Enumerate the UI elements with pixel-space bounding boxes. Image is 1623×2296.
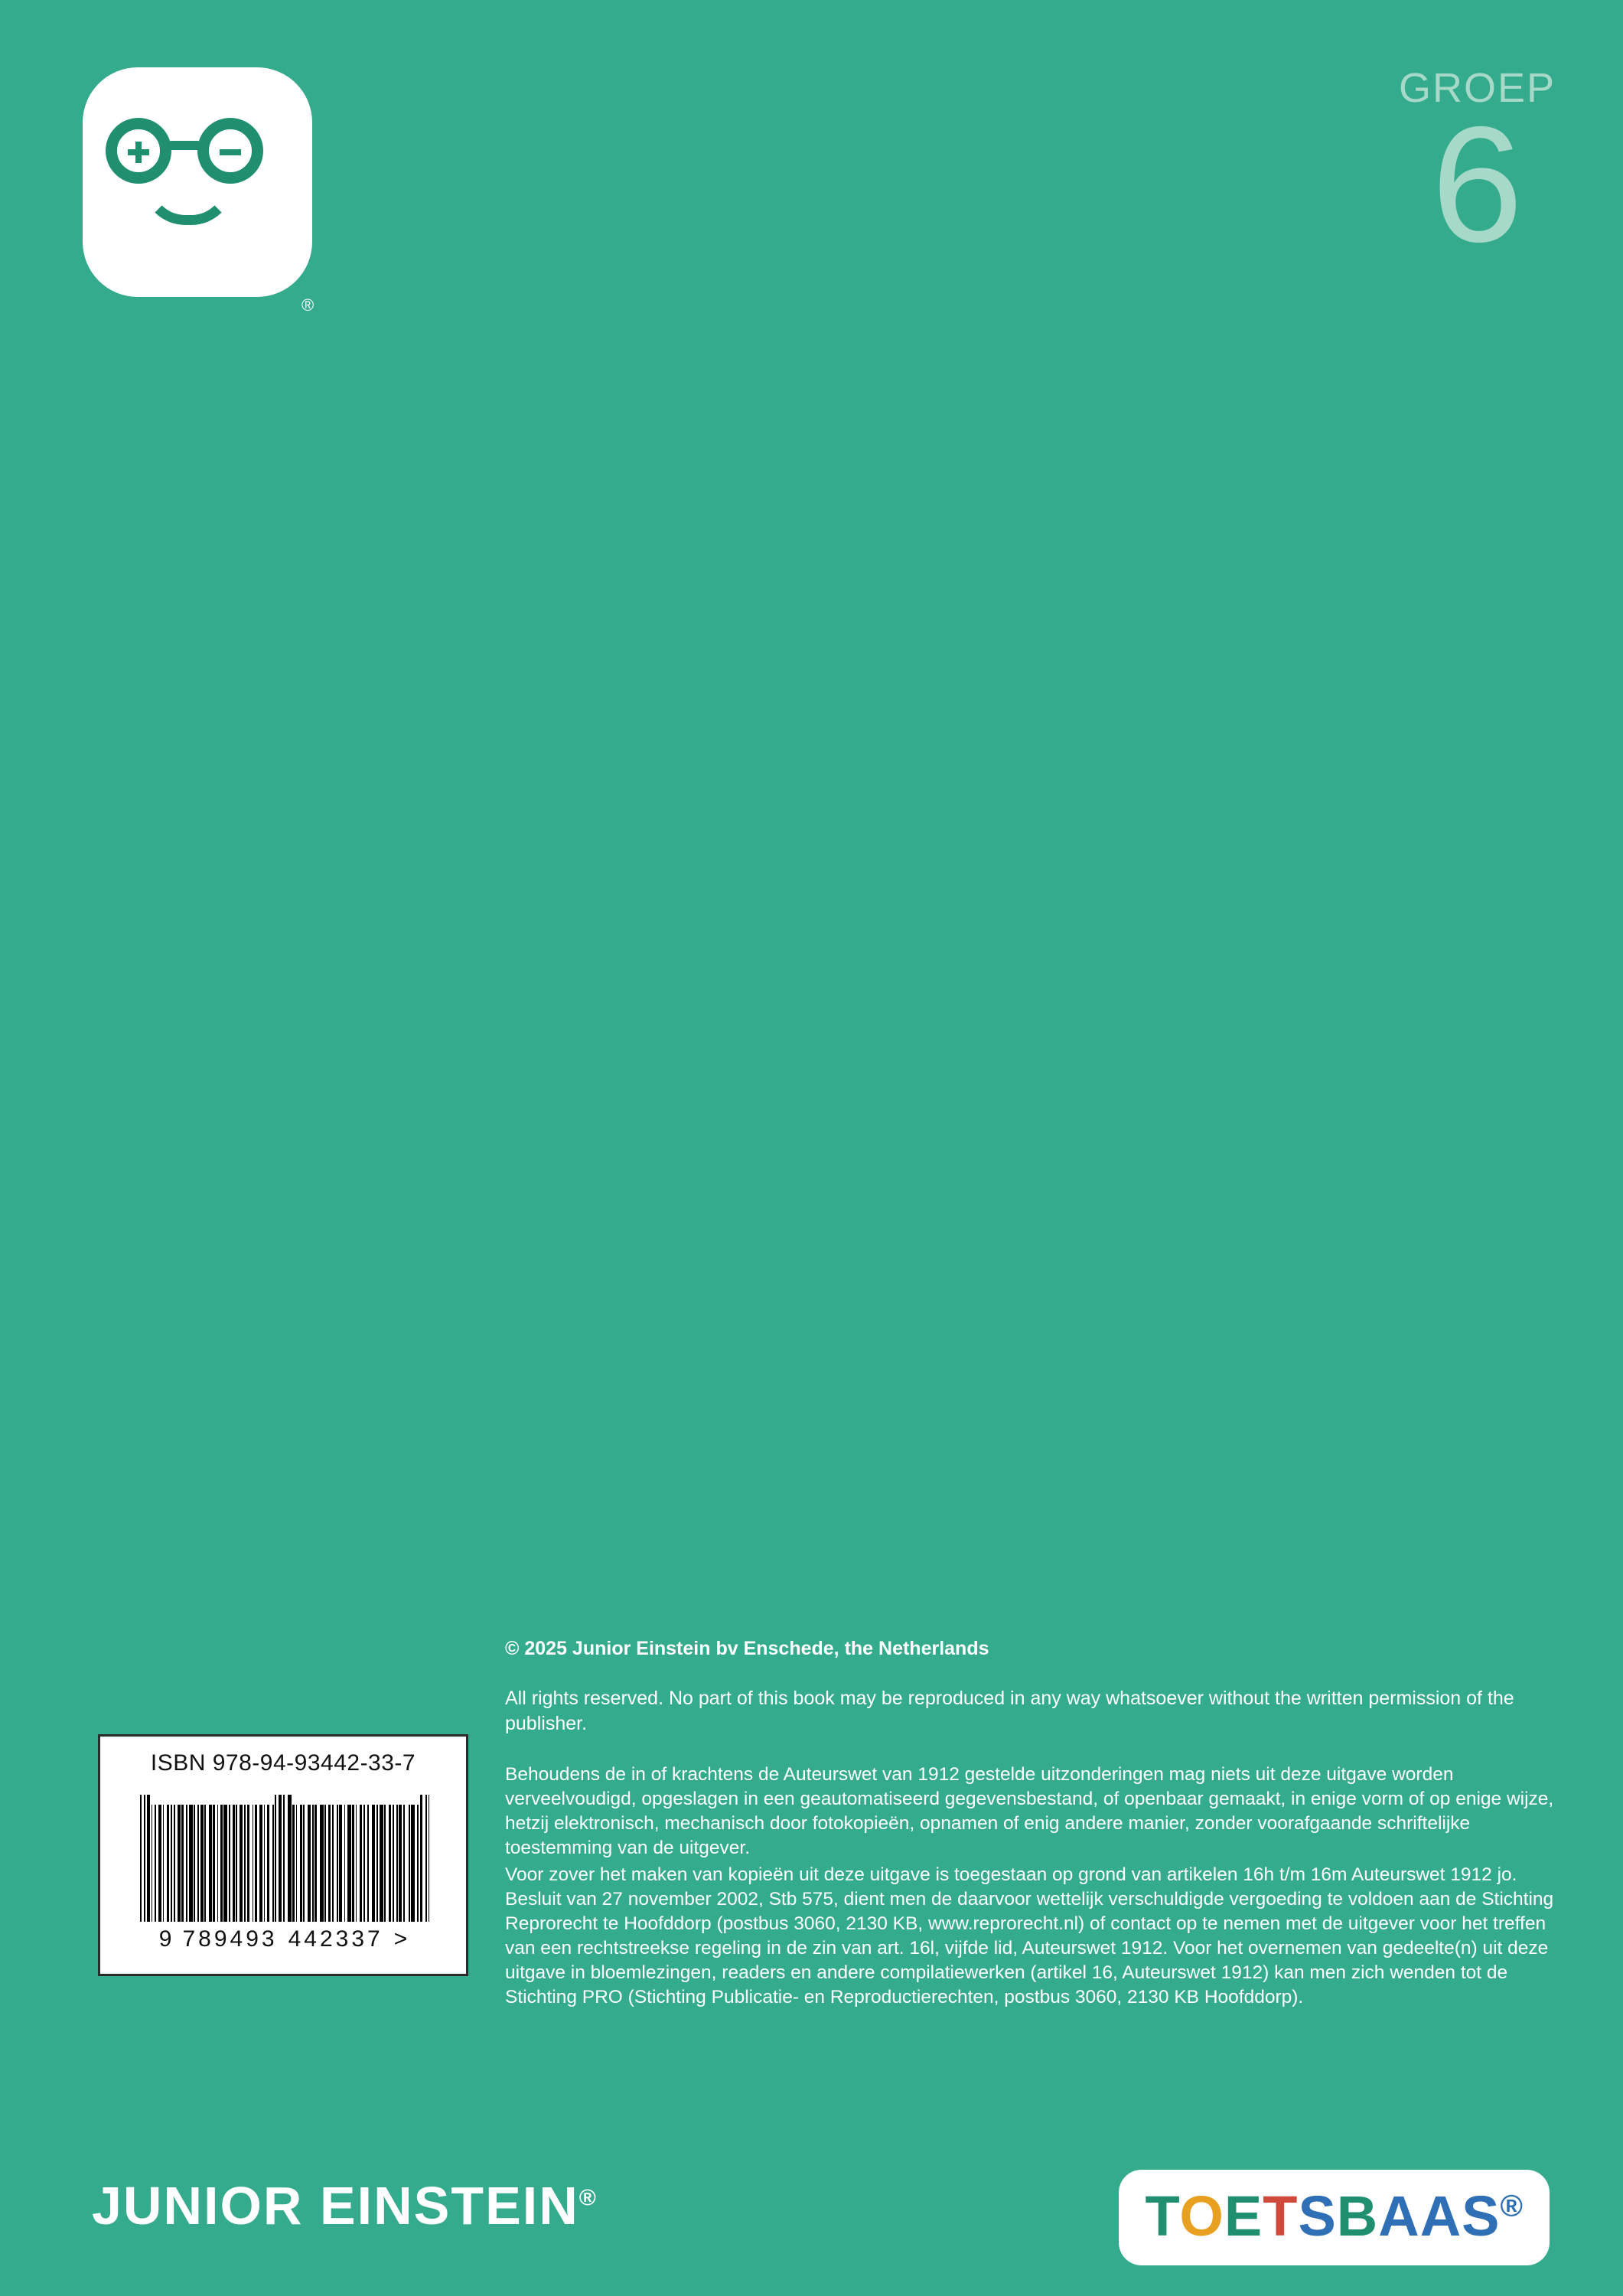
toetsbaas-registered-mark: ® [1500,2189,1524,2223]
legal-paragraph-1: Behoudens de in of krachtens de Auteurswet van 1912 gestelde uitzonderingen mag niets uit deze uitgave worden verveelvoudigd, opgeslagen in een geautomatiseerd gegevensbestand, of openbaar gemaakt, in enige vorm of op enige wijze, hetzij elektronisch, mechanisch door fotokopieën, opnamen of enig andere manier, zonder voorafgaande schriftelijke toestemming van de uitgever. [505,1764,1554,1858]
isbn-label: ISBN 978-94-93442-33-7 [150,1750,416,1776]
colophon [505,1638,1569,2009]
logo-registered-mark: ® [301,295,314,315]
toetsbaas-letter-9: S [1462,2184,1501,2248]
toetsbaas-letter-6: B [1336,2184,1379,2248]
toetsbaas-letter-1: T [1145,2184,1180,2248]
toetsbaas-letter-3: E [1224,2184,1263,2248]
isbn-barcode-block [98,1734,468,1976]
junior-einstein-logo [83,67,312,297]
group-indicator [1398,65,1556,276]
brand-wordmark [92,2175,598,2236]
toetsbaas-badge [1119,2170,1550,2265]
barcode-digit-suffix: > [393,1926,408,1952]
group-number: 6 [1431,92,1524,276]
toetsbaas-letter-5: S [1298,2184,1337,2248]
legal-paragraph-2: Voor zover het maken van kopieën uit deze uitgave is toegestaan op grond van artikelen 16h t/m 16m Auteurswet 1912 jo. Besluit van 27 november 2002, Stb 575, dient men de daarvoor wettelijk verschuldigde vergoeding te voldoen aan de Stichting Reprorecht te Hoofddorp (postbus 3060, 2130 KB, www.reprorecht.nl) of contact op te nemen met de uitgever voor het treffen van een rechtstreekse regeling in de zin van art. 16l, vijfde lid, Auteurswet 1912. Voor het overnemen van gedeelte(n) uit deze uitgave in bloemlezingen, readers en andere compilatiewerken (artikel 16, Auteurswet 1912) kan men zich wenden tot de Stichting PRO (Stichting Publicatie- en Reproductierechten, postbus 3060, 2130 KB Hoofddorp). [505,1864,1554,2007]
barcode-digit-prefix: 9 [158,1926,172,1952]
barcode-digit-group-2: 442337 [288,1926,383,1952]
minus-icon [197,118,263,184]
rights-statement: All rights reserved. No part of this book may be reproduced in any way whatsoever without the written permission of the publisher. [505,1688,1514,1734]
copyright-line: © 2025 Junior Einstein bv Enschede, the Netherlands [505,1638,989,1659]
toetsbaas-letter-4: T [1263,2184,1299,2248]
logo-face [83,67,312,297]
toetsbaas-letter-2: O [1179,2184,1224,2248]
plus-icon [106,118,171,184]
brand-registered-mark: ® [578,2185,598,2211]
barcode-bars [140,1795,431,1922]
barcode-digits [100,1926,466,1952]
group-label: GROEP [1398,65,1556,111]
smile-icon [142,182,234,225]
glasses-bridge [167,141,202,150]
barcode-digit-group-1: 789493 [182,1926,278,1952]
toetsbaas-letter-7: A [1378,2184,1420,2248]
toetsbaas-letter-8: A [1419,2184,1462,2248]
legal-text [505,1763,1569,2009]
brand-name: JUNIOR EINSTEIN [92,2176,579,2236]
